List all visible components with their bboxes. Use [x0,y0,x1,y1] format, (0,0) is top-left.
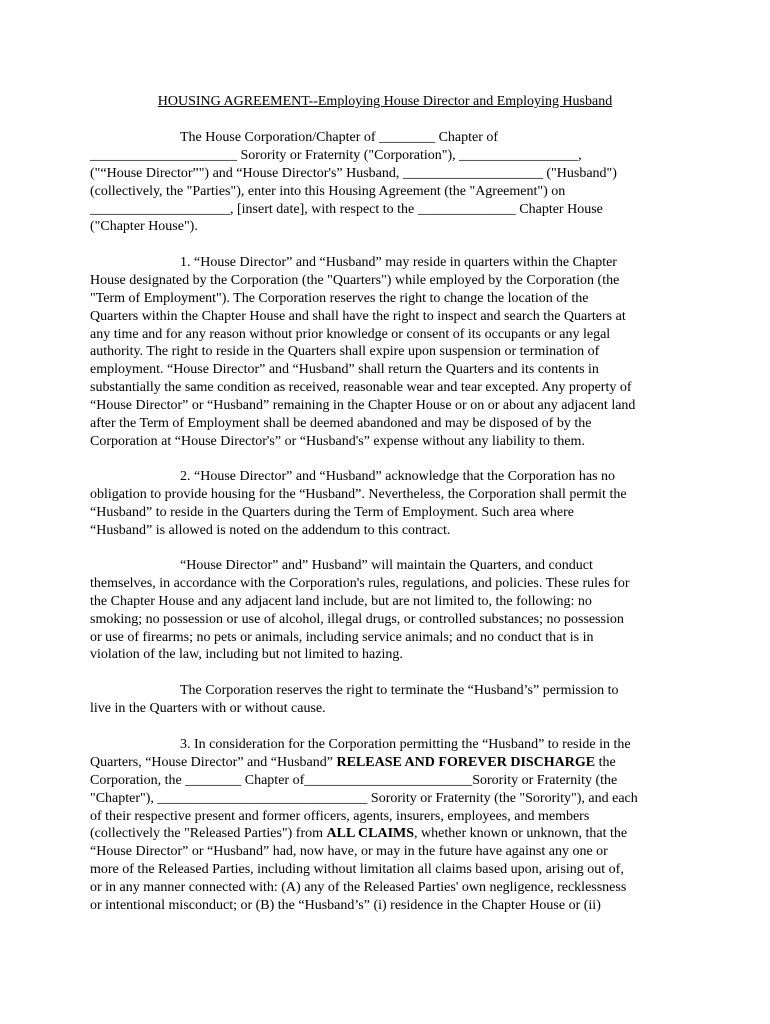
termination-paragraph [90,682,690,718]
text-line: “House Director” or “Husband” remaining in the Chapter House or on or about any adjacent land [90,398,636,414]
text-line: of their respective present and former officers, agents, insurers, employees, and members [90,808,590,824]
text-line: “House Director” or “Husband” had, now have, or may in the future have against any one or [90,844,608,860]
text-line: The Corporation reserves the right to terminate the “Husband’s” permission to [180,683,619,698]
text-line: obligation to provide housing for the “Husband”. Nevertheless, the Corporation shall permit the [90,486,627,502]
text-line: substantially the same condition as received, reasonable wear and tear excepted. Any property of [90,380,632,396]
text-line: authority. The right to reside in the Quarters shall expire upon suspension or termination of [90,344,600,360]
text-line: _____________________ Sorority or Fraternity ("Corporation"), _________________, [90,147,582,163]
section-1-paragraph [90,254,690,451]
document-title: HOUSING AGREEMENT--Employing House Director and Employing Husband [157,94,613,109]
text-line: employment. “House Director” and “Husband” shall return the Quarters and its contents in [90,362,599,378]
text-line: the Chapter House and any adjacent land include, but are not limited to, the following: no [90,593,592,609]
text-line [90,754,690,772]
text-line: The House Corporation/Chapter of ________ Chapter of [180,130,499,145]
text-line: 1. “House Director” and “Husband” may reside in quarters within the Chapter [180,255,617,270]
conduct-paragraph [90,557,690,664]
text-line: "Chapter"), ______________________________ Sorority or Fraternity (the "Sorority"), and each [90,790,638,806]
text-line: or in any manner connected with: (A) any of the Released Parties' own negligence, recklessness [90,880,627,896]
text-line: “Husband” is allowed is noted on the addendum to this contract. [90,522,451,538]
section-2-paragraph [90,468,690,540]
text-run: (collectively the "Released Parties") from [90,826,327,842]
text-line: 3. In consideration for the Corporation permitting the “Husband” to reside in the [180,737,631,752]
text-line: any time and for any reason without prior knowledge or consent of its occupants or any legal [90,326,611,342]
text-run: the [595,754,616,770]
text-line: more of the Released Parties, including without limitation all claims based upon, arising out of, [90,862,624,878]
text-line: 2. “House Director” and “Husband” acknowledge that the Corporation has no [180,469,616,484]
text-line: after the Term of Employment shall be deemed abandoned and may be disposed of by the [90,416,592,432]
text-line: Corporation at “House Director's” or “Husband's” expense without any liability to them. [90,433,585,449]
bold-text-run: RELEASE AND FOREVER DISCHARGE [336,754,596,770]
text-line: (collectively, the "Parties"), enter into this Housing Agreement (the "Agreement") on [90,183,566,199]
text-line: ____________________, [insert date], with respect to the ______________ Chapter House [90,201,603,217]
intro-paragraph [90,129,690,236]
text-line: or use of firearms; no pets or animals, including service animals; and no conduct that is in [90,629,594,645]
text-line: smoking; no possession or use of alcohol, illegal drugs, or controlled substances; no possession [90,611,624,627]
text-line: ("Chapter House"). [90,219,198,235]
text-line: ("“House Director”") and “House Director's” Husband, ____________________ ("Husband") [90,165,617,181]
section-3-paragraph [90,736,690,915]
text-line: Quarters within the Chapter House and shall have the right to inspect and search the Quarters at [90,308,626,324]
text-line: live in the Quarters with or without cause. [90,700,326,716]
text-line [90,825,690,843]
text-line: “Husband” to reside in the Quarters during the Term of Employment. Such area where [90,504,574,520]
text-line: Corporation, the ________ Chapter of________________________Sorority or Fraternity (the [90,772,618,788]
text-line: House designated by the Corporation (the "Quarters") while employed by the Corporation (the [90,272,620,288]
text-run: Quarters, “House Director” and “Husband” [90,754,337,770]
text-line: "Term of Employment"). The Corporation reserves the right to change the location of the [90,290,589,306]
text-line: violation of the law, including but not limited to hazing. [90,647,403,663]
text-run: , whether known or unknown, that the [414,826,628,842]
text-line: themselves, in accordance with the Corporation's rules, regulations, and policies. These rules for [90,575,630,591]
text-line: or intentional misconduct; or (B) the “Husband’s” (i) residence in the Chapter House or (ii) [90,898,601,914]
bold-text-run: ALL CLAIMS [326,826,415,842]
text-line: “House Director” and” Husband” will maintain the Quarters, and conduct [180,558,593,573]
